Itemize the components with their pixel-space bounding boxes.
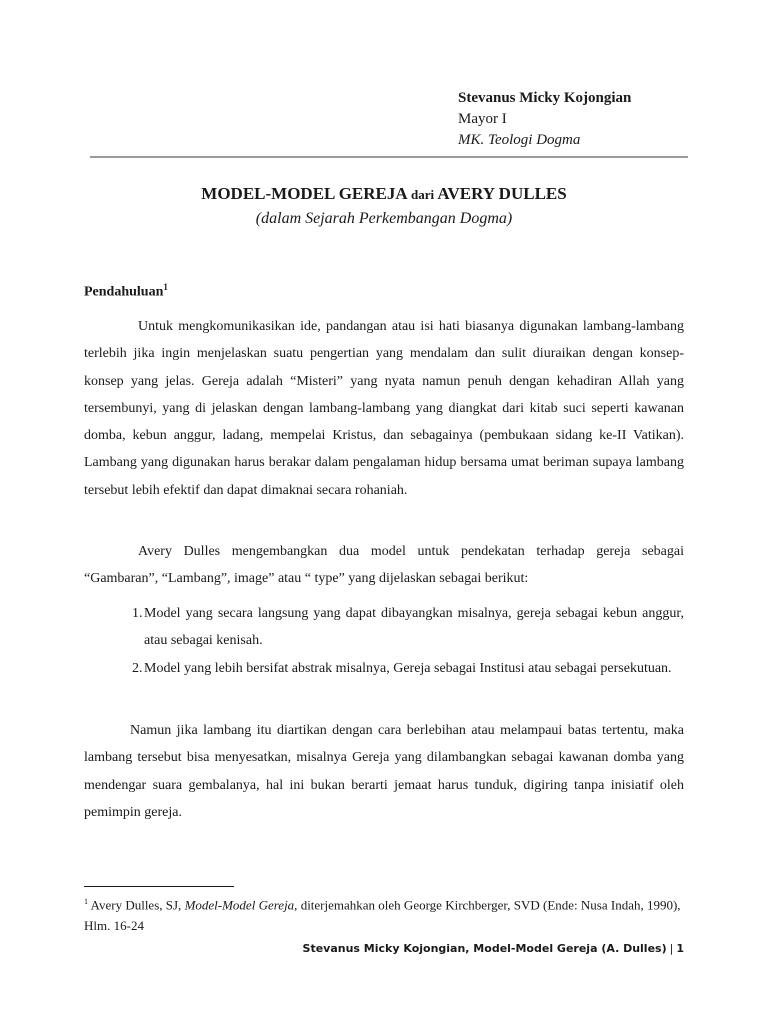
document-subtitle: (dalam Sejarah Perkembangan Dogma) [255,210,513,227]
course-name: MK. Teologi Dogma [458,132,581,148]
list-item-text: Model yang secara langsung yang dapat dibayangkan misalnya, gereja sebagai kebun anggur, atau sebagai kenisah. [144,606,684,649]
title-part-2: AVERY DULLES [437,184,567,203]
footnote-reference: 1 [163,282,168,292]
footnote [84,891,684,936]
title-part-1: MODEL-MODEL GEREJA [201,184,407,203]
author-level: Mayor I [458,111,507,127]
list-item [84,600,684,655]
list-item-text: Model yang lebih bersifat abstrak misalnya, Gereja sebagai Institusi atau sebagai persekutuan. [144,660,672,676]
list-item-number: 2. [132,660,143,676]
paragraph-models: Avery Dulles mengembangkan dua model untuk pendekatan terhadap gereja sebagai “Gambaran”, “Lambang”, image” atau “ type” yang dijelaskan sebagai berikut: [84,544,684,587]
model-list [84,600,684,682]
document-title [0,184,768,204]
footnote-number: 1 [84,897,88,906]
header-divider [90,156,688,158]
footnote-author: Avery Dulles, SJ, [90,897,182,913]
list-item [84,655,684,682]
page-number: 1 [676,942,684,955]
paragraph-caution: Namun jika lambang itu diartikan dengan cara berlebihan atau melampaui batas tertentu, maka lambang tersebut bisa menyesatkan, misalnya Gereja yang dilambangkan sebagai kawanan domba yang mendengar suara gembalanya, hal ini bukan berarti jemaat harus tunduk, digiring tanpa inisiatif oleh pemimpin gereja. [84,723,684,820]
page-footer [303,942,684,955]
section-heading [84,282,168,301]
footer-separator: | [669,942,674,955]
section-heading-text: Pendahuluan [84,284,164,300]
author-name: Stevanus Micky Kojongian [458,90,632,106]
list-item-number: 1. [132,606,143,621]
footnote-divider [84,886,234,887]
author-block [458,88,631,151]
footnote-book-title: Model-Model Gereja, [184,897,298,913]
title-connector: dari [410,187,435,202]
footer-text: Stevanus Micky Kojongian, Model-Model Gereja (A. Dulles) [302,942,667,955]
paragraph-intro: Untuk mengkomunikasikan ide, pandangan atau isi hati biasanya digunakan lambang-lambang terlebih jika ingin menjelaskan suatu pengertian yang mendalam dan sulit diuraikan dengan konsep-konsep yang jelas. Gereja adalah “Misteri” yang nyata namun penuh dengan kehadiran Allah yang tersembunyi, yang di jelaskan dengan lambang-lambang yang diangkat dari kitab suci seperti kawanan domba, kebun anggur, ladang, mempelai Kristus, dan sebagainya (pembukaan sidang ke-II Vatikan). Lambang yang digunakan harus berakar dalam pengalaman hidup bersama umat beriman supaya lambang tersebut lebih efektif dan dapat dimaknai secara rohaniah. [84,319,684,498]
footnote-details: diterjemahkan oleh George Kirchberger, SVD (Ende: Nusa Indah, 1990), Hlm. 16-24 [84,897,681,934]
